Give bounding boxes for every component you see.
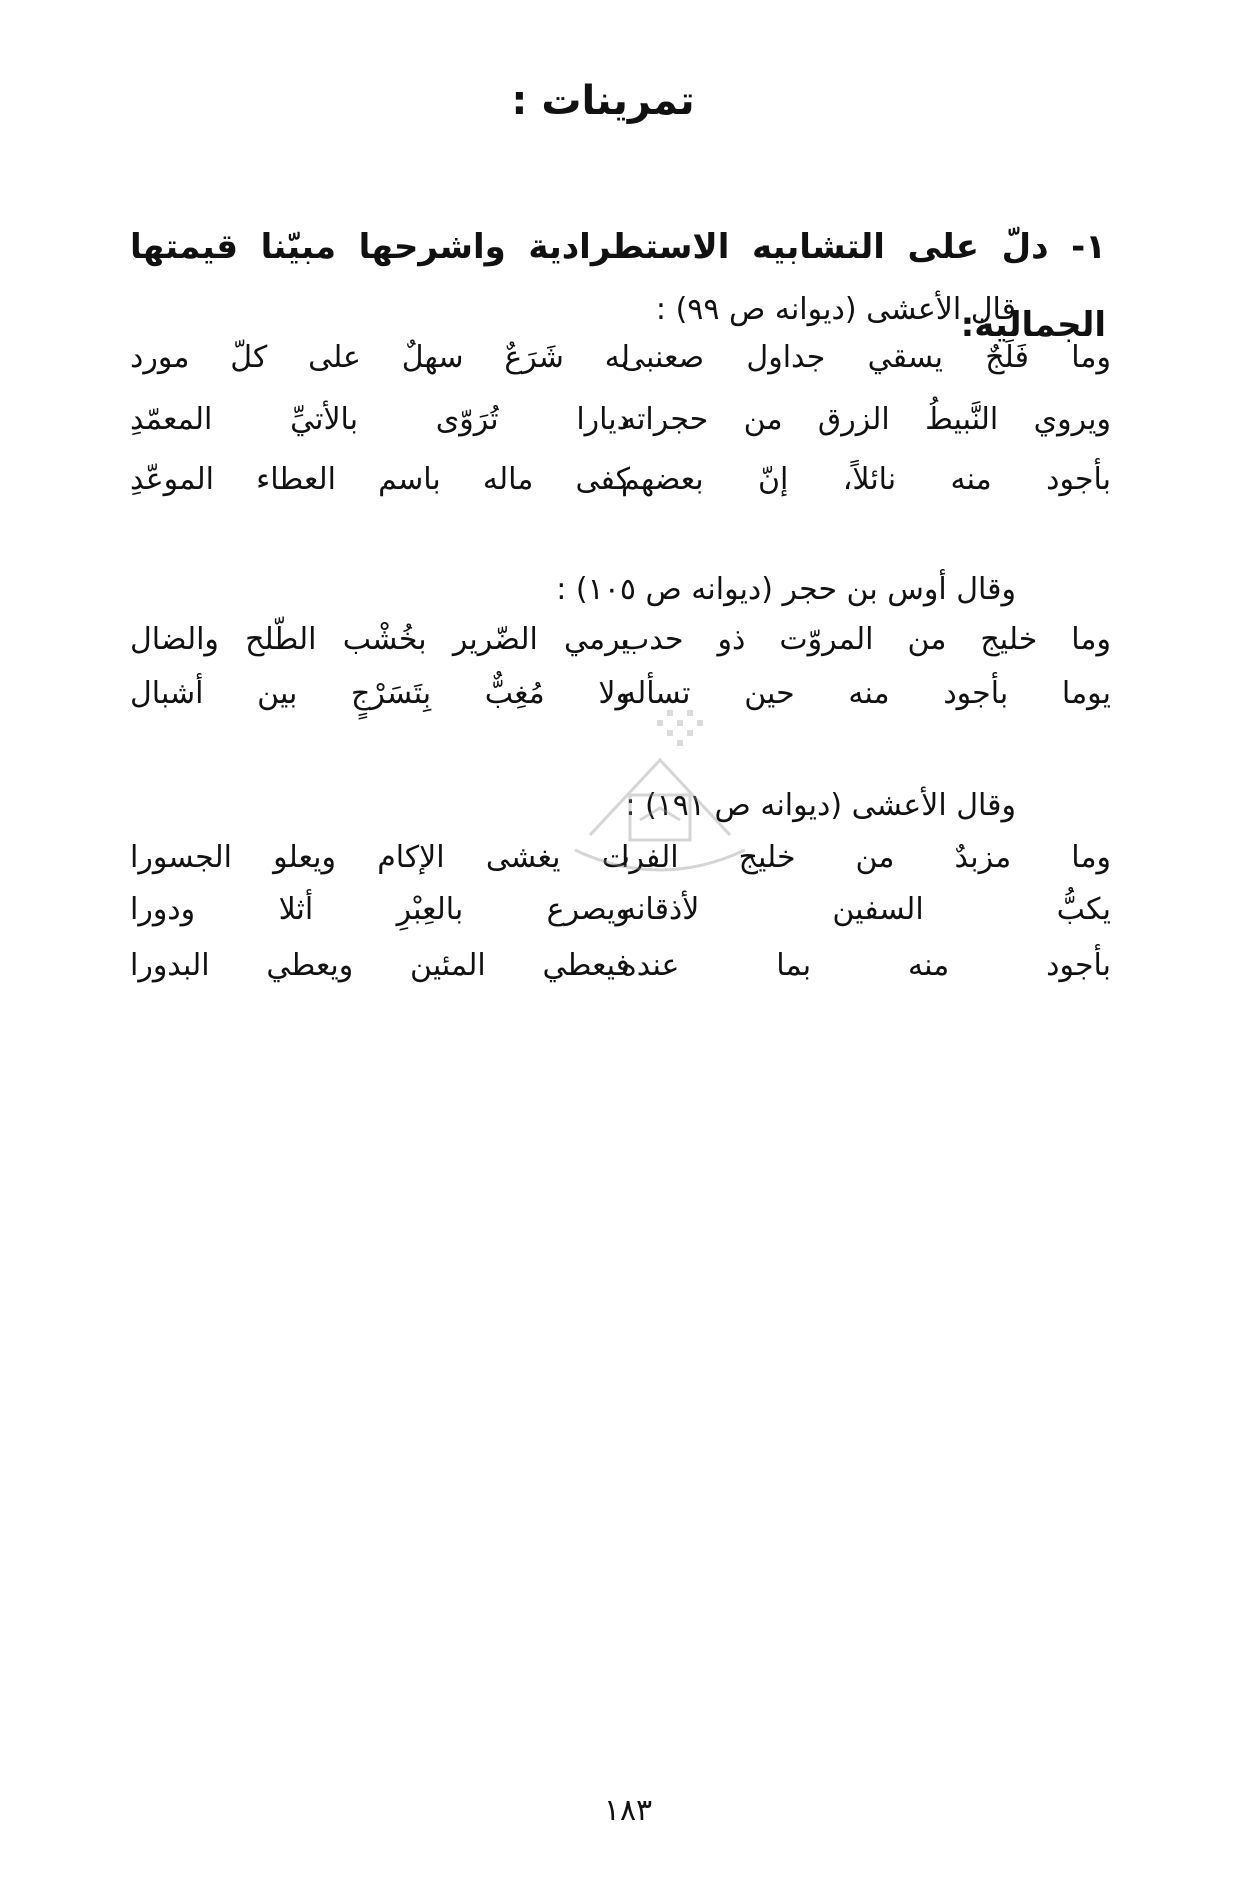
verse-second-hemistich: ويصرع بالعِبْرِ أثلا ودورا <box>130 892 630 927</box>
page-title: تمرينات : <box>511 78 695 124</box>
verse-second-hemistich: كفى ماله باسم العطاء الموعّدِ <box>130 462 630 497</box>
verse-second-hemistich: يرمي الضّرير بخُشْب الطّلح والضال <box>130 622 630 657</box>
page-number: ١٨٣ <box>603 1793 653 1828</box>
verse-line <box>130 892 1111 952</box>
library-emblem-icon <box>545 700 775 890</box>
exercise-question: ١- دلّ على التشابيه الاستطرادية واشرحها مبيّنا قيمتها الجمالية: <box>130 227 1106 345</box>
verse-first-hemistich: وما فَلَجٌ يسقي جداول صعنبى <box>621 340 1111 375</box>
section-intro-3: وقال الأعشى (ديوانه ص ١٩١) : <box>625 788 1016 823</box>
verse-first-hemistich: وما مزبدٌ من خليج الفرا <box>621 840 1111 875</box>
verse-first-hemistich: بأجود منه نائلاً، إنّ بعضهم <box>621 462 1111 497</box>
verse-line <box>130 462 1111 522</box>
verse-line <box>130 402 1111 462</box>
verse-second-hemistich: ت يغشى الإكام ويعلو الجسورا <box>130 840 630 875</box>
verse-first-hemistich: وما خليج من المروّت ذو حدب <box>621 622 1111 657</box>
section-intro-1: قال الأعشى (ديوانه ص ٩٩) : <box>655 292 1016 327</box>
verse-line <box>130 340 1111 400</box>
verse-second-hemistich: ديارا تُرَوّى بالأتيِّ المعمّدِ <box>130 402 630 437</box>
verse-second-hemistich: له شَرَعٌ سهلٌ على كلّ مورد <box>130 340 630 375</box>
verse-second-hemistich: فيعطي المئين ويعطي البدورا <box>130 948 630 983</box>
verse-line <box>130 622 1111 682</box>
verse-first-hemistich: بأجود منه بما عنده <box>621 948 1111 983</box>
verse-line <box>130 948 1111 1008</box>
verse-first-hemistich: يوما بأجود منه حين تسأله <box>621 676 1111 711</box>
section-intro-2: وقال أوس بن حجر (ديوانه ص ١٠٥) : <box>556 572 1016 607</box>
verse-second-hemistich: ولا مُغِبٌّ بِتَسَرْجٍ بين أشبال <box>130 676 630 711</box>
verse-first-hemistich: يكبُّ السفين لأذقانه <box>621 892 1111 927</box>
verse-first-hemistich: ويروي النَّبيطُ الزرق من حجراته <box>621 402 1111 437</box>
